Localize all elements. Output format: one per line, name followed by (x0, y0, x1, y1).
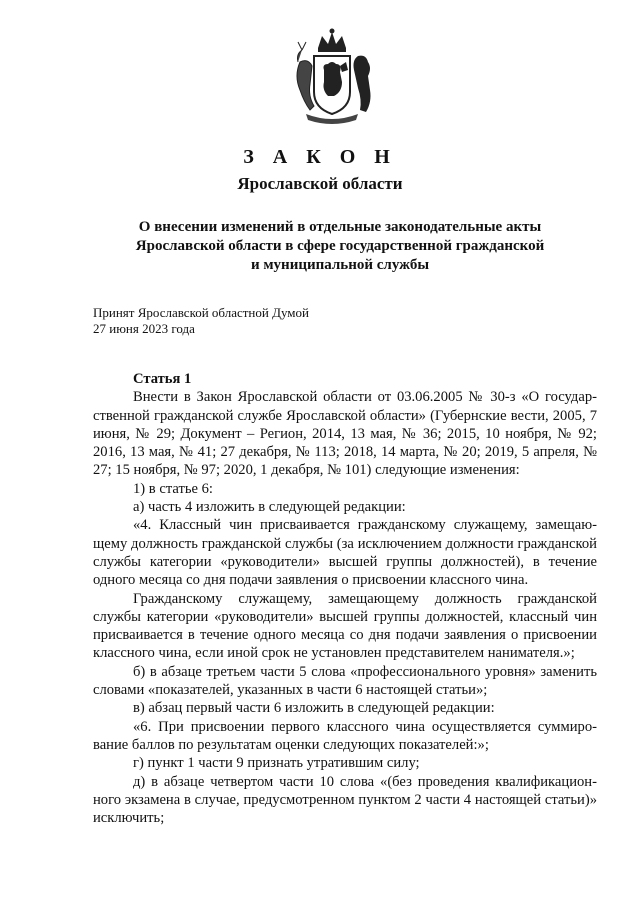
article-paragraph: 1) в статье 6: (133, 480, 213, 497)
article-paragraph: а) часть 4 изложить в следующей редакции: (133, 499, 406, 516)
article-paragraph: г) пункт 1 части 9 признать утратившим силу; (133, 755, 420, 772)
adoption-date: 27 июня 2023 года (93, 321, 195, 336)
subject-line: и муниципальной службы (250, 257, 430, 273)
article-paragraph: д) в абзаце четвертом части 10 слова «(без проведения квалификационного экзамена в случае, предусмотренном пунктом 2 части 4 настоящей статьи)» исключить; (93, 773, 597, 827)
article-title: Статья 1 (133, 371, 192, 387)
article-paragraph: Гражданскому служащему, замещающему должность гражданской службы категории «руководители» высшей группы должностей, классный чин присваивается в течение одного месяца со дня подачи заявления о присвоении классного чина, если иной срок не установлен представителем нанимателя.»; (93, 590, 597, 662)
article-paragraph: Внести в Закон Ярославской области от 03.06.2005 № 30-з «О государственной гражданской службе Ярославской области» (Губернские вести, 2005, 7 июня, № 29; Документ – Регион, 2014, 13 мая, № 36; 2015, 10 ноября, № 92; 2016, 13 мая, № 41; 27 декабря, № 113; 2018, 14 марта, № 20; 2019, 5 апреля, № 27; 15 ноября, № 97; 2020, 1 декабря, № 101) следующие изменения: (93, 389, 597, 479)
document-region-title: Ярославской области (237, 174, 403, 193)
subject-line: О внесении изменений в отдельные законодательные акты (138, 219, 542, 235)
adoption-body: Принят Ярославской областной Думой (93, 305, 309, 320)
document-type-title: З А К О Н (243, 146, 397, 168)
law-subject (120, 218, 560, 275)
coat-of-arms-icon (288, 26, 376, 126)
article-paragraph: б) в абзаце третьем части 5 слова «профессионального уровня» заменить словами «показателей, указанных в части 6 настоящей статьи»; (93, 663, 597, 699)
adoption-note (93, 305, 309, 337)
article-paragraph: в) абзац первый части 6 изложить в следующей редакции: (133, 700, 495, 717)
subject-line: Ярославской области в сфере государственной гражданской (135, 238, 545, 254)
article-paragraph: «6. При присвоении первого классного чина осуществляется суммирование баллов по результатам оценки следующих показателей:»; (93, 718, 597, 753)
article-paragraph: «4. Классный чин присваивается гражданскому служащему, замещающему должность гражданской службы (за исключением должности гражданской службы категории «руководители» высшей группы должностей), в течение одного месяца со дня подачи заявления о присвоении классного чина. (93, 517, 597, 589)
article-body (93, 370, 597, 827)
